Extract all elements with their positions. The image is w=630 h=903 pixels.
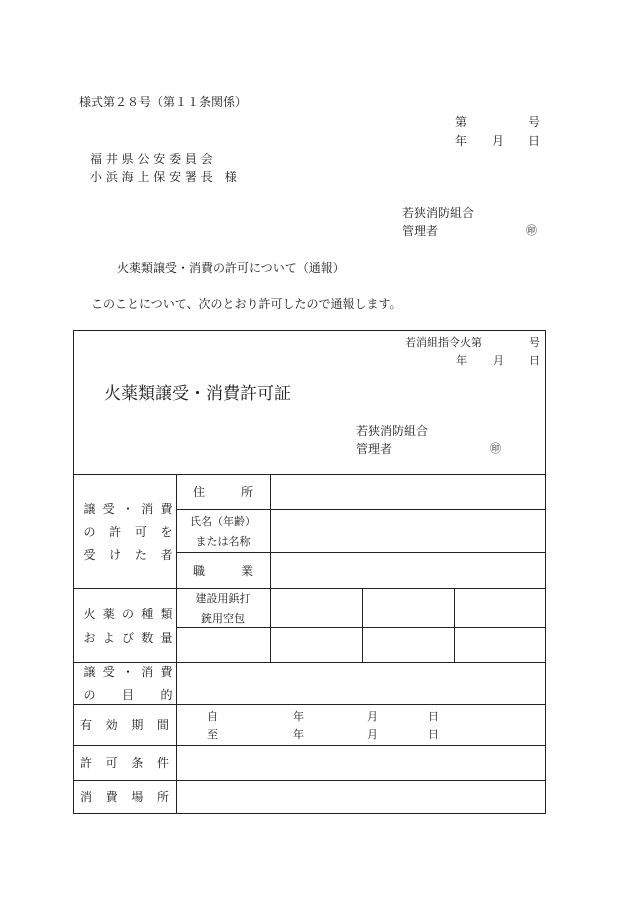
label-char: 受 bbox=[102, 501, 115, 516]
issuer-title: 管理者 bbox=[356, 442, 393, 456]
label-char: 類 bbox=[160, 606, 173, 621]
label-char: 数 bbox=[141, 630, 154, 645]
certificate-table bbox=[73, 330, 546, 814]
period-from-month: 月 bbox=[367, 710, 378, 723]
letter-number-prefix: 第 bbox=[455, 115, 468, 129]
label-char: 消 bbox=[80, 790, 93, 804]
label-char: 費 bbox=[160, 665, 173, 679]
explosive-type-label bbox=[80, 588, 176, 662]
label-char: を bbox=[160, 524, 173, 539]
name-label-line-1: 氏名（年齢） bbox=[190, 514, 256, 528]
cert-title: 火薬類譲受・消費許可証 bbox=[104, 384, 291, 404]
period-to-year: 年 bbox=[293, 728, 304, 741]
table-rule bbox=[454, 588, 455, 662]
recipient-label bbox=[80, 474, 176, 588]
issuer-org: 若狭消防組合 bbox=[356, 424, 429, 438]
cert-number-prefix: 若消組指令火第 bbox=[405, 336, 482, 349]
cert-date-month: 月 bbox=[493, 354, 504, 367]
label-char: 費 bbox=[105, 790, 118, 804]
period-to-day: 日 bbox=[428, 728, 439, 741]
label-char: ・ bbox=[121, 501, 134, 516]
label-char: 所 bbox=[156, 790, 169, 804]
cert-date-day: 日 bbox=[529, 354, 540, 367]
label-char: 消 bbox=[141, 665, 154, 679]
label-char: 種 bbox=[141, 606, 154, 621]
table-rule bbox=[362, 588, 363, 662]
purpose-label bbox=[80, 662, 176, 704]
form-number: 様式第２８号（第１１条関係） bbox=[79, 95, 248, 109]
explosive-item-label bbox=[176, 588, 270, 627]
label-char: 場 bbox=[131, 790, 144, 804]
label-char: 消 bbox=[141, 501, 154, 516]
label-char: 受 bbox=[102, 665, 115, 679]
table-rule bbox=[176, 627, 545, 628]
addressee-line-2: 小 浜 海 上 保 安 署 長 様 bbox=[90, 170, 237, 184]
label-char: 受 bbox=[83, 547, 96, 562]
label-char: お bbox=[83, 630, 96, 645]
explosive-item-line-1: 建設用鋲打 bbox=[195, 591, 251, 605]
label-char: 件 bbox=[156, 756, 169, 770]
label-char: け bbox=[109, 547, 122, 562]
name-label bbox=[176, 509, 270, 552]
label-char: 可 bbox=[134, 524, 147, 539]
label-char: ・ bbox=[121, 665, 134, 679]
address-label: 住 所 bbox=[192, 485, 253, 499]
sender-title: 管理者 bbox=[402, 224, 439, 238]
label-char: 目 bbox=[121, 688, 134, 702]
period-from: 自 bbox=[207, 710, 218, 723]
label-char: 有 bbox=[80, 718, 93, 732]
letter-subject: 火薬類譲受・消費の許可について（通報） bbox=[117, 261, 345, 275]
period-to: 至 bbox=[207, 728, 218, 741]
label-char: 期 bbox=[131, 718, 144, 732]
label-char: の bbox=[83, 524, 96, 539]
label-char: の bbox=[83, 688, 96, 702]
letter-number-suffix: 号 bbox=[528, 115, 541, 129]
period-to-month: 月 bbox=[367, 728, 378, 741]
cert-number-suffix: 号 bbox=[529, 336, 540, 349]
label-char: 火 bbox=[83, 606, 96, 621]
explosive-item-line-2: 銃用空包 bbox=[201, 611, 245, 625]
period-from-year: 年 bbox=[293, 710, 304, 723]
label-char: 効 bbox=[105, 718, 118, 732]
label-char: た bbox=[134, 547, 147, 562]
cert-date-year: 年 bbox=[456, 354, 467, 367]
label-char: 可 bbox=[105, 756, 118, 770]
label-char: の bbox=[121, 606, 134, 621]
addressee-line-1: 福 井 県 公 安 委 員 会 bbox=[90, 152, 213, 166]
letter-date-year: 年 bbox=[455, 134, 468, 148]
label-char: 譲 bbox=[83, 665, 96, 679]
name-label-line-2: または名称 bbox=[195, 534, 251, 548]
label-char: 許 bbox=[80, 756, 93, 770]
period-label bbox=[80, 704, 176, 745]
table-rule bbox=[270, 474, 271, 662]
label-char: よ bbox=[102, 630, 115, 645]
letter-date-day: 日 bbox=[528, 134, 541, 148]
label-char: 許 bbox=[109, 524, 122, 539]
label-char: 薬 bbox=[102, 606, 115, 621]
occupation-label: 職 業 bbox=[192, 563, 253, 578]
period-from-day: 日 bbox=[428, 710, 439, 723]
label-char: 間 bbox=[156, 718, 169, 732]
label-char: 的 bbox=[160, 688, 173, 702]
conditions-label bbox=[80, 745, 176, 780]
label-char: 費 bbox=[160, 501, 173, 516]
place-label bbox=[80, 780, 176, 813]
sender-org: 若狭消防組合 bbox=[402, 206, 475, 220]
label-char: 者 bbox=[160, 547, 173, 562]
issuer-seal-mark: ㊞ bbox=[490, 442, 501, 455]
label-char: び bbox=[121, 630, 134, 645]
seal-mark: ㊞ bbox=[526, 224, 537, 237]
label-char: 条 bbox=[131, 756, 144, 770]
letter-date-month: 月 bbox=[492, 134, 505, 148]
label-char: 譲 bbox=[83, 501, 96, 516]
label-char: 量 bbox=[160, 630, 173, 645]
letter-body: このことについて、次のとおり許可したので通報します。 bbox=[91, 297, 402, 311]
